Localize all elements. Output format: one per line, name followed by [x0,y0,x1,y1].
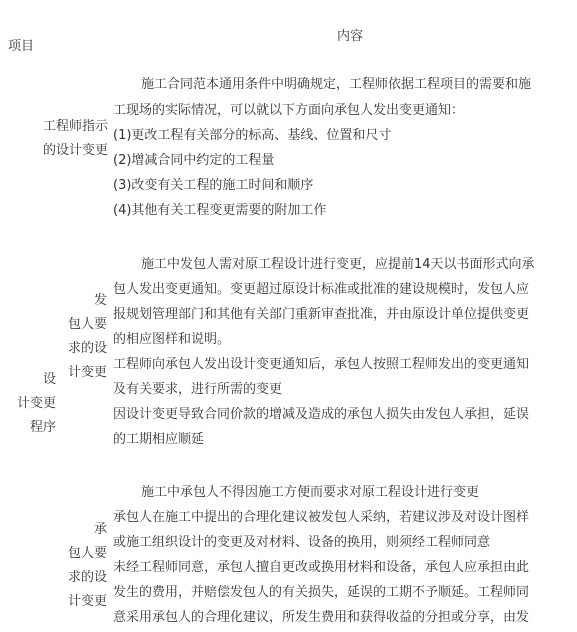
row-label-line: 包人要 [67,317,107,332]
row-label [68,518,107,614]
content-line: 承包人在施工中提出的合理化建议被发包人采纳，若建议涉及对设计图样 [113,510,530,525]
row-label-line: 求的设 [67,570,107,585]
row-label-line: 承 [93,522,107,537]
row-label-line: 的设计变更 [42,143,108,158]
row-label-line: 工程师指示 [42,119,108,134]
content-line: 未经工程师同意，承包人擅自更改或换用材料和设备，承包人应承担由此 [113,560,530,575]
content-line: 因设计变更导致合同价款的增减及造成的承包人损失由发包人承担，延误 [113,407,530,422]
content-line: 包人发出变更通知。变更超过原设计标准或批准的建设规模时，发包人应 [113,282,530,297]
content-line: 的工期相应顺延 [113,432,205,447]
row-label-line: 求的设 [67,341,107,356]
group-label-line: 设 [42,372,56,387]
content-line: 工程师向承包人发出设计变更通知后，承包人按照工程师发出的变更通知 [113,357,530,372]
content-line: 施工中发包人需对原工程设计进行变更，应提前14天以书面形式向承 [141,257,535,272]
group-label-line: 程序 [29,420,56,435]
row-label-line: 发 [93,293,107,308]
row-label-line: 计变更 [67,365,107,380]
column-header-item: 项目 [8,39,35,54]
group-label [17,368,56,440]
content-line: 意采用承包人的合理化建议，所发生费用和获得收益的分担或分享，由发 [113,610,530,625]
content-line: 施工中承包人不得因施工方便而要求对原工程设计进行变更 [141,485,480,500]
list-item: (2)增减合同中约定的工程量 [113,153,275,168]
column-header-content: 内容 [337,29,364,44]
content-line: 及有关要求，进行所需的变更 [113,382,283,397]
row-label [43,115,108,163]
content-line: 报规划管理部门和其他有关部门重新审查批准，并由原设计单位提供变更 [113,307,530,322]
content-line: 发生的费用，并赔偿发包人的有关损失，延误的工期不予顺延。工程师同 [113,585,530,600]
list-item: (3)改变有关工程的施工时间和顺序 [113,178,314,193]
content-line: 施工合同范本通用条件中明确规定，工程师依据工程项目的需要和施 [141,77,532,92]
content-line: 的相应图样和说明。 [113,332,231,347]
group-label-line: 计变更 [16,396,56,411]
row-label-line: 计变更 [67,594,107,609]
row-label [68,289,107,385]
content-line: 工现场的实际情况，可以就以下方面向承包人发出变更通知： [113,103,465,118]
row-label-line: 包人要 [67,546,107,561]
list-item: (4)其他有关工程变更需要的附加工作 [113,203,327,218]
list-item: (1)更改工程有关部分的标高、基线、位置和尺寸 [113,128,392,143]
content-line: 或施工组织设计的变更及对材料、设备的换用，则须经工程师同意 [113,535,491,550]
